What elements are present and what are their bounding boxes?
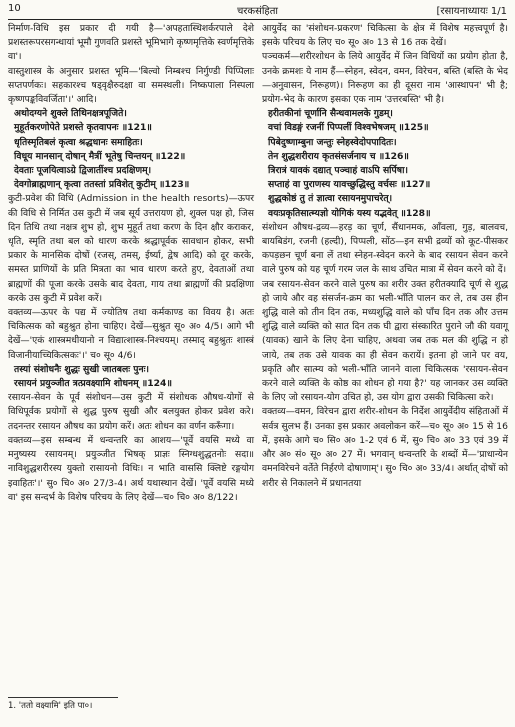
footnote: 1. 'ततो वक्ष्यामि' इति पा०। [8,701,93,711]
verse-line: अथोदग्यने शुक्ले तिथिनक्षत्रपूजिते। [14,108,127,120]
chapter-reference: [रसायनाध्यायः 1/1 [436,6,507,17]
header-rule [8,19,507,20]
paragraph: वक्तव्य—वमन, विरेचन द्वारा शरीर-शोधन के निर्देश आयुर्वेदीय संहिताओं में सर्वत्र सुलभ हैं। उनका इस प्रकार अवलोकन करें—च० सू० अ० 15 से 16 में, इसके आगे च० सि० अ० 1-2 एवं 6 में, सु० चि० अ० 33 एवं 39 में और अ० सं० सू० अ० 27 में। भगवान् धन्वन्तरि के शब्दों में—'प्राधान्येन वमनविरेचने वर्तेते निर्हरणे दोषाणाम्'। सु० चि० अ० 33/4। अर्थात् दोषों को शरीर से निकालने में प्रधानतया [262,406,508,489]
paragraph: वास्तुशास्त्र के अनुसार प्रशस्त भूमि—'बिल्वो निम्बश्च निर्गुण्डी पिप्पिलाः सप्तपर्णकः। सहकारश्च षड्वृक्षैरुदक्षा वा समस्थली। निष्कपाला निस्पला कृष्णपङ्कविवर्जिता'।' आदि। [8,65,254,106]
paragraph: वक्तव्य—ऊपर के पद्य में ज्योतिष तथा कर्मकाण्ड का विवय है। अतः चिकित्सक को बहुश्रुत होना चाहिए। देखें—सुश्रुत सू० अ० 4/5। आगे भी देखें—'एकं शास्त्रमधीयानो न विद्यात्शास्त्र-निश्चयम्। तस्माद् बहुश्रुतः शास्त्रं विजानीयाच्चिकित्सकः'।' च० सू० 4/6। [8,307,254,361]
verse-line: त्रिरात्रं यावकं दद्यात् पञ्चाहं वाऽपि सर्पिषा। [268,165,408,177]
verse-line: तस्यां संशोधनैः शुद्धः सुखी जातबलः पुनः। [14,363,149,375]
verse-line: तेन शुद्धशरीराय कृतसंसर्जनाय च ॥126॥ [268,150,409,162]
paragraph: कुटी-प्रवेश की विधि (Admission in the health resorts)—ऊपर की विधि से निर्मित उस कुटी में जब सूर्य उत्तरायण हो, शुक्ल पक्ष हो, जिस दिन तिथि तथा नक्षत्र शुभ हो, शुभ मुहूर्त तथा करण के दिन क्षौर कराकर, धृति, स्मृति तथा बल को धारण करके श्रद्धापूर्वक सावधान होकर, सभी प्रकार के मानसिक दोषों (रजस्, तमस्, ईर्ष्या, द्वेष आदि) को दूर करके, समस्त प्राणियों के प्रति मित्रता का भाव धारण करते हुए, देवताओं तथा ब्राह्मणों की पूजा करके उसके बाद देवता, गाय तथा ब्राह्मणों की प्रदक्षिणा करके उस कुटी में प्रवेश करें। [8,193,254,304]
verse-line: देवगोब्राह्मणान् कृत्वा ततस्तां प्रविशेत् कुटीम् ॥123॥ [14,179,190,191]
verse-line: सप्ताहं वा पुराणस्य यावच्छुद्धिस्तु वर्चसः ॥127॥ [268,179,431,191]
paragraph: रसायन-सेवन के पूर्व संशोधन—उस कुटी में संशोधक औषध-योगों से विधिपूर्वक प्रयोगों से शुद्ध पुरुष सुखी और बलयुक्त होकर प्रवेश करे। तदनन्तर रसायन औषध का प्रयोग करें। अतः शोधन का वर्णन करूँगा। [8,392,254,432]
verse-line: मुहूर्तकरणोपेते प्रशस्ते कृतवापनः ॥121॥ [14,122,152,134]
verse-line: रसायनं प्रयुञ्जीत त्रत्प्रवक्ष्यामि शोधनम् ॥124॥ [14,378,172,390]
paragraph: संशोधन औषध-द्रव्य—हरड़ का चूर्ण, सैंधानमक, आँवला, गुड़, बालवच, बायबिडंग, रजनी (हल्दी), पिप्पली, सोंठ—इन सभी द्रव्यों को कूट-पीसकर कपड़छन चूर्ण बना लें तथा स्नेहन-स्वेदन करने के बाद रसायन सेवन करने वाले पुरुष को यह चूर्ण गरम जल के साथ उचित मात्रा में सेवन करने को दें। [262,221,508,276]
verse-line: वयःप्रकृतिसात्म्यज्ञो योगिकं यस्य यद्भवेत् ॥128॥ [268,207,431,219]
right-column [262,22,508,491]
page-number: 10 [8,3,21,14]
verse-line: वचां विडङ्गं रजनीं पिप्पलीं विश्वभेषजम् ॥125॥ [268,122,429,134]
page-header [8,3,507,19]
verse-line: पिबेदुष्णाम्बुना जन्तुः स्नेहस्वेदोपपादितः। [268,136,397,148]
verse-line: विधूय मानसान् दोषान् मैत्रीं भूतेषु चिन्तयन् ॥122॥ [14,150,186,162]
verse-line: शुद्धकोष्ठं तु तं ज्ञात्वा रसायनमुपाचरेत्। [268,193,393,205]
verse-line: हरीतकीनां चूर्णानि सैन्धवामलके गुडम्। [268,108,393,120]
running-title: चरकसंहिता [236,6,279,17]
left-column [8,22,254,505]
verse-line: धृतिस्मृतिबलं कृत्वा श्रद्धधानः समाहितः। [14,136,143,148]
paragraph: आयुर्वेद का 'संशोधन-प्रकरण' चिकित्सा के क्षेत्र में विशेष महत्त्वपूर्ण है। इसके परिचय के लिए च० सू० अ० 13 से 16 तक देखें। [262,23,508,49]
paragraph: निर्माण-विधि इस प्रकार दी गयी है—'अपहतास्थिशर्करपाले देशे प्रशस्तरूपरसगन्धायां भूमौ गुणवति प्रशस्ते भूमिभागे कृष्णमृत्तिके स्वर्णमृत्तिके वा'। [8,23,254,63]
verse-line: देवताः पूजयित्वाऽग्रे द्विजातींश्च प्रदक्षिणम्। [14,165,152,177]
paragraph: वक्तव्य—इस सम्बन्ध में धन्वन्तरि का आशय—'पूर्वे वयसि मध्ये वा मनुष्यस्य रसायनम्। प्रयुञ्जीत भिषक् प्राज्ञः स्निग्धशुद्धतनोः सदा॥ नाविशुद्धशरीरस्य युक्तो रासायनो विधिः। न भाति वाससि क्लिष्टे रङ्गयोग इवाहितः'।' सु० चि० अ० 27/3-4। अर्थ यथास्थान देखें। 'पूर्वे वयसि मध्ये वा' इस सन्दर्भ के विशेष परिचय के लिए देखें—च० चि० अ० 8/122। [8,434,254,503]
paragraph: जब रसायन-सेवन करने वाले पुरुष का शरीर उक्त हरीतक्यादि चूर्ण से शुद्ध हो जाये और वह संसर्जन-क्रम का भली-भाँति पालन कर ले, तब उस हीन शुद्धि वाले को तीन दिन तक, मध्यशुद्धि वाले को पाँच दिन तक और उत्तम शुद्धि वाले व्यक्ति को सात दिन तक घी द्वारा संस्कारित पुराने जौ की यवागू (यावक) खाने के लिए देना चाहिए, अथवा जब तक मल की शुद्धि न हो जाये, तब तक उसे यावक का ही सेवन करायें। इतना हो जाने पर वय, प्रकृति और सात्म्य को भली-भाँति जानने वाला चिकित्सक 'रसायन-सेवन करने वाले व्यक्ति के कोष्ठ का शोधन हो गया है?' यह जानकर उस व्यक्ति के लिए जो रसायन-योग उचित हो, उस योग द्वारा उसकी चिकित्सा करे। [262,278,508,404]
footnote-rule [8,697,118,698]
paragraph: पञ्चकर्म—शरीरशोधन के लिये आयुर्वेद में जिन विधियों का प्रयोग होता है, उनके क्रमशः ये नाम हैं—स्नेहन, स्वेदन, वमन, विरेचन, बस्ति (बस्ति के भेद—अनुवासन, निरूहण)। निरूहण का ही दूसरा नाम 'आस्थापन' भी है; प्रयोग-भेद के कारण इसका एक नाम 'उत्तरबस्ति' भी है। [262,51,508,106]
